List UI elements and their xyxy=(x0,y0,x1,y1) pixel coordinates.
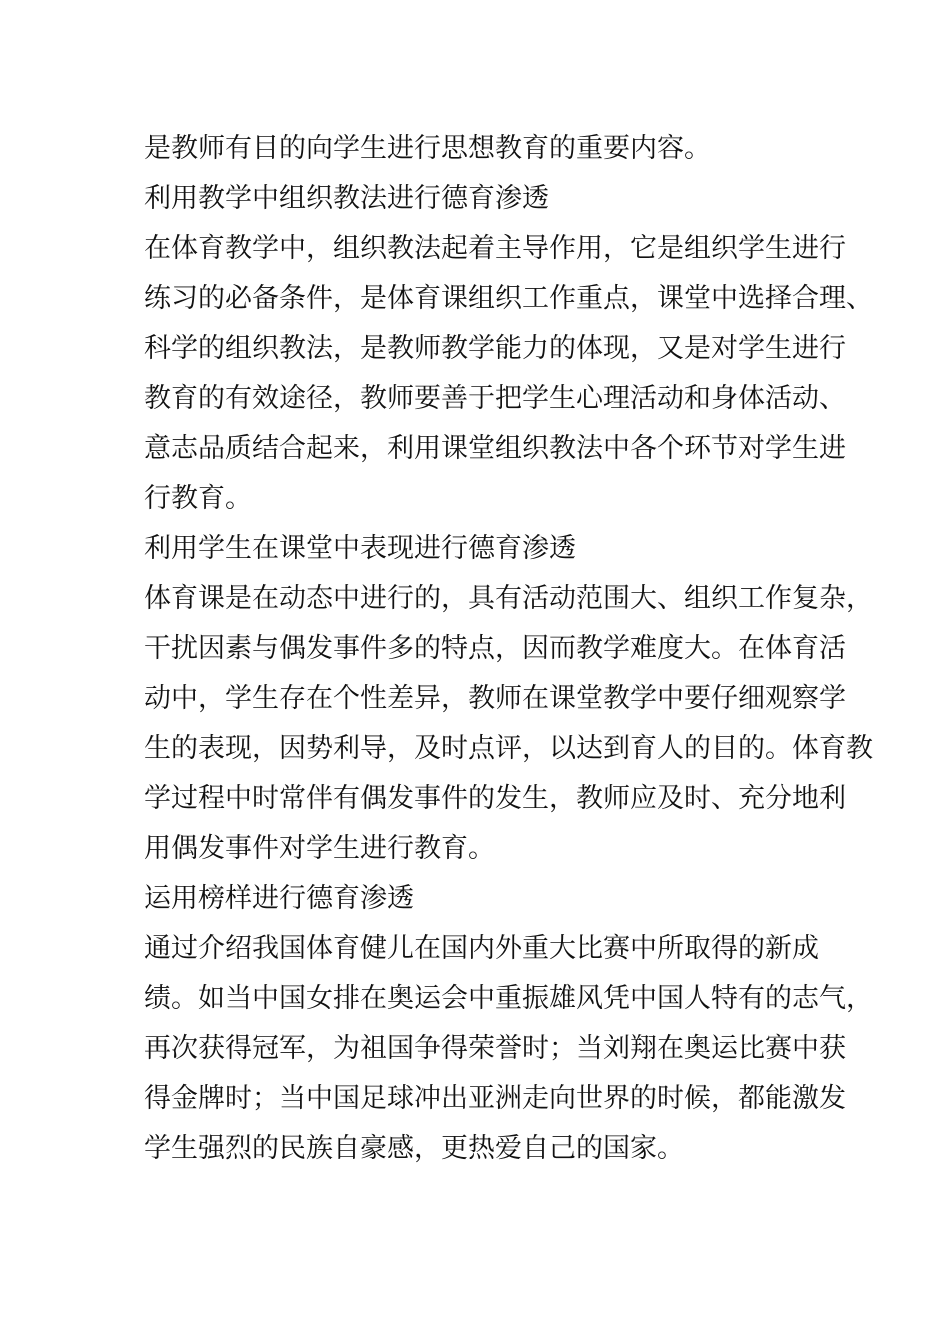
paragraph-line: 在体育教学中，组织教法起着主导作用，它是组织学生进行 xyxy=(144,233,846,264)
section-heading: 利用学生在课堂中表现进行德育渗透 xyxy=(144,533,576,564)
paragraph-line: 教育的有效途径，教师要善于把学生心理活动和身体活动、 xyxy=(144,383,846,414)
paragraph-line: 生的表现，因势利导，及时点评，以达到育人的目的。体育教 xyxy=(144,733,873,764)
paragraph-line: 动中，学生存在个性差异，教师在课堂教学中要仔细观察学 xyxy=(144,683,846,714)
paragraph-line: 通过介绍我国体育健儿在国内外重大比赛中所取得的新成 xyxy=(144,933,819,964)
paragraph-line: 干扰因素与偶发事件多的特点，因而教学难度大。在体育活 xyxy=(144,633,846,664)
paragraph-line: 行教育。 xyxy=(144,483,252,514)
paragraph-line: 得金牌时；当中国足球冲出亚洲走向世界的时候，都能激发 xyxy=(144,1083,846,1114)
section-heading: 运用榜样进行德育渗透 xyxy=(144,883,414,914)
paragraph-line: 学生强烈的民族自豪感，更热爱自己的国家。 xyxy=(144,1133,684,1164)
paragraph-line: 体育课是在动态中进行的，具有活动范围大、组织工作复杂， xyxy=(144,583,873,614)
paragraph-line: 学过程中时常伴有偶发事件的发生，教师应及时、充分地利 xyxy=(144,783,846,814)
paragraph-line: 科学的组织教法，是教师教学能力的体现，又是对学生进行 xyxy=(144,333,846,364)
paragraph-line: 是教师有目的向学生进行思想教育的重要内容。 xyxy=(144,133,711,164)
section-heading: 利用教学中组织教法进行德育渗透 xyxy=(144,183,549,214)
paragraph-line: 用偶发事件对学生进行教育。 xyxy=(144,833,495,864)
paragraph-line: 绩。如当中国女排在奥运会中重振雄风凭中国人特有的志气， xyxy=(144,983,873,1014)
paragraph-line: 再次获得冠军，为祖国争得荣誉时；当刘翔在奥运比赛中获 xyxy=(144,1033,846,1064)
paragraph-line: 意志品质结合起来，利用课堂组织教法中各个环节对学生进 xyxy=(144,433,846,464)
paragraph-line: 练习的必备条件，是体育课组织工作重点，课堂中选择合理、 xyxy=(144,283,873,314)
